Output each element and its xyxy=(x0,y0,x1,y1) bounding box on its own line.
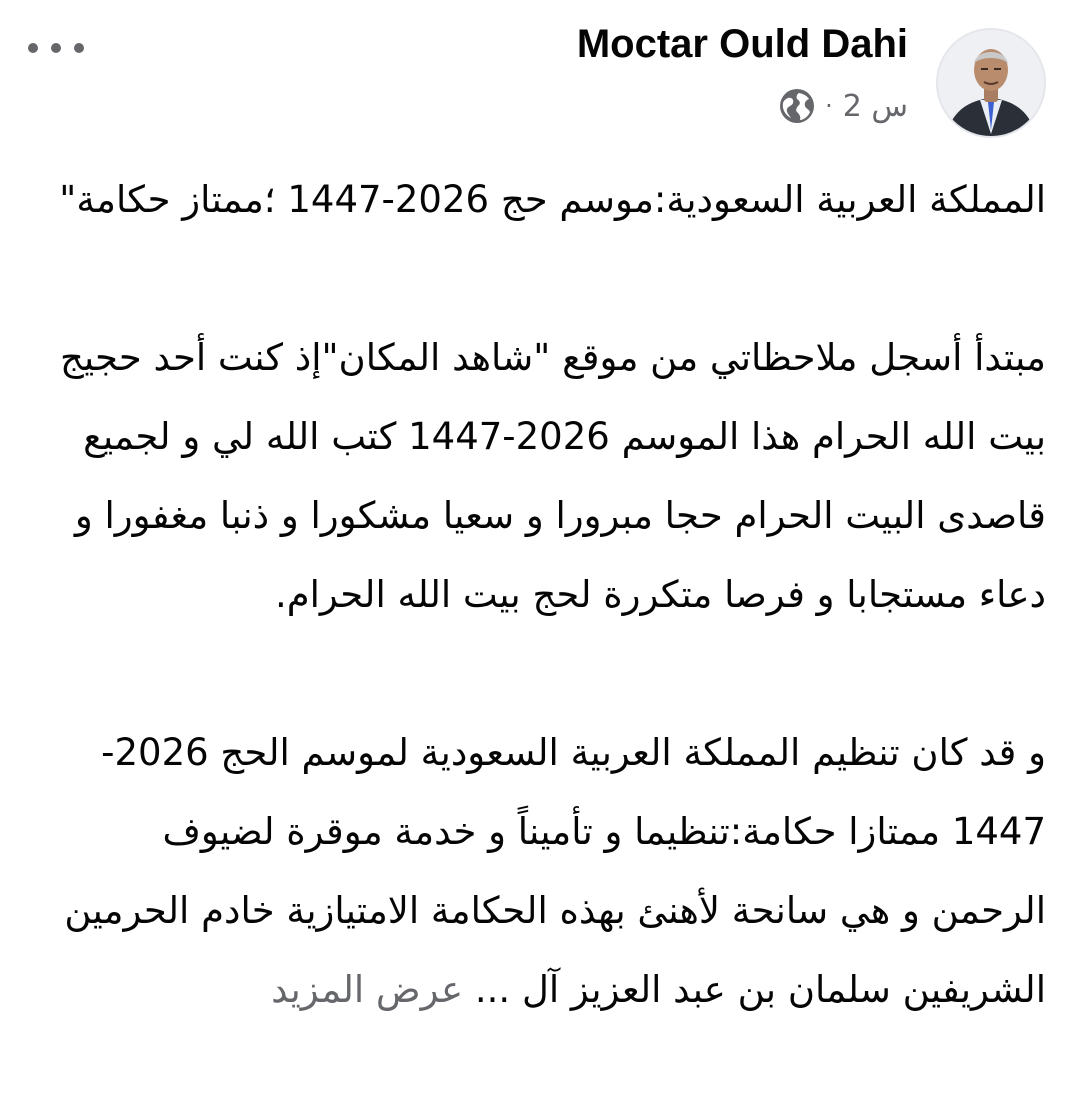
author-name[interactable]: Moctar Ould Dahi xyxy=(576,22,908,66)
post-paragraph-1: المملكة العربية السعودية:موسم حج 2026-1447 ؛ممتاز حكامة" xyxy=(59,178,1046,221)
paragraph-spacer xyxy=(40,239,1046,318)
meta-separator: · xyxy=(825,92,833,120)
more-dot-icon xyxy=(28,43,38,53)
post-paragraph-3 xyxy=(40,713,1046,1029)
post-paragraph-2: مبتدأ أسجل ملاحظاتي من موقع "شاهد المكان"إذ كنت أحد حجيج بيت الله الحرام هذا الموسم 2026-1447 كتب الله لي و لجميع قاصدى البيت الحرام حجا مبرورا و سعيا مشكورا و ذنبا مغفورا و دعاء مستجابا و فرصا متكررة لحج بيت الله الحرام. xyxy=(59,336,1046,616)
post-meta xyxy=(779,84,908,128)
post-paragraph-3-text: و قد كان تنظيم المملكة العربية السعودية لموسم الحج 2026-1447 ممتازا حكامة:تنظيما و تأميناً و خدمة موقرة لضيوف الرحمن و هي سانحة لأهنئ بهذه الحكامة الامتيازية خادم الحرمين الشريفين سلمان بن عبد العزيز آل ... xyxy=(64,731,1046,1011)
avatar[interactable] xyxy=(936,28,1046,138)
paragraph-spacer xyxy=(40,634,1046,713)
more-dot-icon xyxy=(51,43,61,53)
more-dot-icon xyxy=(74,43,84,53)
audience-globe-icon[interactable] xyxy=(779,88,815,124)
more-options-button[interactable] xyxy=(28,36,84,60)
post-timestamp[interactable]: 2 س xyxy=(842,88,908,124)
see-more-link[interactable]: عرض المزيد xyxy=(271,968,464,1011)
post-body xyxy=(40,160,1046,1029)
avatar-photo xyxy=(938,30,1044,136)
